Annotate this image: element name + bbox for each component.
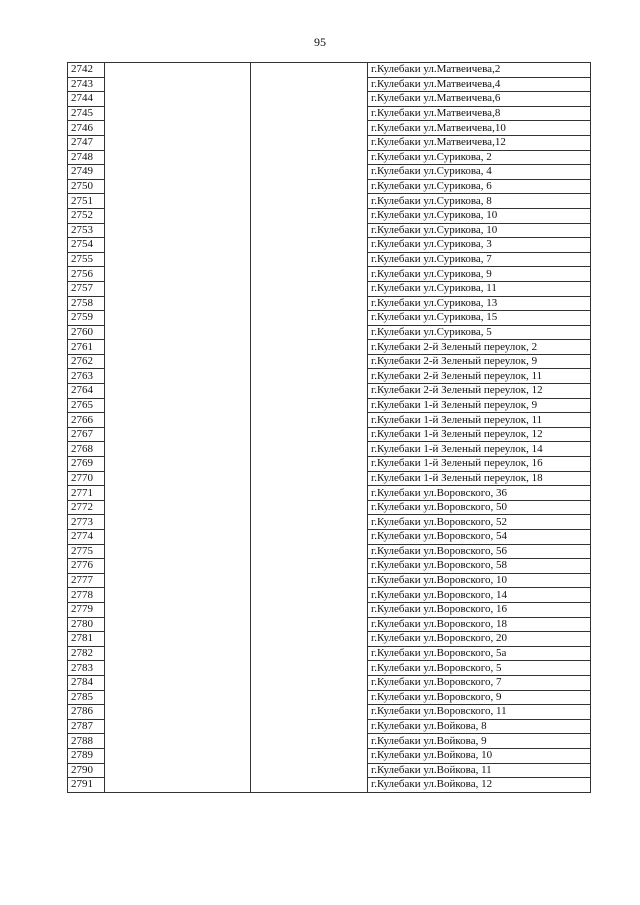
row-number: 2744 [68,92,105,107]
row-address: г.Кулебаки ул.Войкова, 12 [368,778,591,793]
row-number: 2760 [68,325,105,340]
row-number: 2786 [68,705,105,720]
row-address: г.Кулебаки ул.Сурикова, 10 [368,223,591,238]
row-address: г.Кулебаки 2-й Зеленый переулок, 2 [368,340,591,355]
row-number: 2770 [68,471,105,486]
row-address: г.Кулебаки ул.Воровского, 52 [368,515,591,530]
row-address: г.Кулебаки 1-й Зеленый переулок, 16 [368,457,591,472]
row-number: 2773 [68,515,105,530]
row-number: 2789 [68,748,105,763]
row-number: 2742 [68,63,105,78]
row-address: г.Кулебаки ул.Воровского, 5а [368,646,591,661]
row-address: г.Кулебаки ул.Войкова, 9 [368,734,591,749]
row-address: г.Кулебаки ул.Воровского, 54 [368,530,591,545]
row-number: 2774 [68,530,105,545]
row-address: г.Кулебаки ул.Сурикова, 11 [368,281,591,296]
row-address: г.Кулебаки ул.Матвеичева,2 [368,63,591,78]
row-address: г.Кулебаки ул.Воровского, 58 [368,559,591,574]
row-number: 2772 [68,500,105,515]
row-address: г.Кулебаки ул.Воровского, 36 [368,486,591,501]
row-number: 2747 [68,135,105,150]
row-number: 2785 [68,690,105,705]
row-number: 2783 [68,661,105,676]
address-table-body [68,63,591,793]
row-address: г.Кулебаки ул.Воровского, 5 [368,661,591,676]
row-number: 2751 [68,194,105,209]
row-number: 2778 [68,588,105,603]
row-address: г.Кулебаки ул.Воровского, 56 [368,544,591,559]
row-address: г.Кулебаки ул.Сурикова, 15 [368,311,591,326]
row-number: 2768 [68,442,105,457]
row-address: г.Кулебаки ул.Воровского, 50 [368,500,591,515]
row-number: 2782 [68,646,105,661]
row-address: г.Кулебаки 1-й Зеленый переулок, 9 [368,398,591,413]
row-address: г.Кулебаки 1-й Зеленый переулок, 14 [368,442,591,457]
row-number: 2755 [68,252,105,267]
row-number: 2753 [68,223,105,238]
row-address: г.Кулебаки ул.Воровского, 14 [368,588,591,603]
row-number: 2750 [68,179,105,194]
row-address: г.Кулебаки 1-й Зеленый переулок, 11 [368,413,591,428]
row-number: 2743 [68,77,105,92]
row-number: 2761 [68,340,105,355]
row-address: г.Кулебаки ул.Воровского, 16 [368,602,591,617]
row-number: 2767 [68,427,105,442]
row-address: г.Кулебаки 2-й Зеленый переулок, 9 [368,354,591,369]
row-address: г.Кулебаки ул.Воровского, 11 [368,705,591,720]
row-address: г.Кулебаки ул.Сурикова, 8 [368,194,591,209]
row-number: 2759 [68,311,105,326]
row-address: г.Кулебаки ул.Воровского, 7 [368,675,591,690]
row-number: 2763 [68,369,105,384]
row-address: г.Кулебаки 1-й Зеленый переулок, 12 [368,427,591,442]
row-address: г.Кулебаки ул.Матвеичева,4 [368,77,591,92]
row-number: 2771 [68,486,105,501]
row-number: 2745 [68,106,105,121]
row-address: г.Кулебаки ул.Сурикова, 5 [368,325,591,340]
row-number: 2758 [68,296,105,311]
row-number: 2764 [68,384,105,399]
row-number: 2775 [68,544,105,559]
row-number: 2776 [68,559,105,574]
row-address: г.Кулебаки ул.Воровского, 18 [368,617,591,632]
address-table [67,62,591,793]
row-number: 2769 [68,457,105,472]
empty-merged-column-2 [251,63,368,793]
row-number: 2766 [68,413,105,428]
row-number: 2762 [68,354,105,369]
row-number: 2788 [68,734,105,749]
row-number: 2791 [68,778,105,793]
row-number: 2748 [68,150,105,165]
row-address: г.Кулебаки ул.Войкова, 11 [368,763,591,778]
row-address: г.Кулебаки ул.Воровского, 9 [368,690,591,705]
row-number: 2777 [68,573,105,588]
row-address: г.Кулебаки ул.Сурикова, 7 [368,252,591,267]
row-number: 2749 [68,165,105,180]
row-number: 2765 [68,398,105,413]
page-number: 95 [314,35,326,49]
row-address: г.Кулебаки ул.Матвеичева,12 [368,135,591,150]
row-number: 2781 [68,632,105,647]
row-number: 2790 [68,763,105,778]
row-address: г.Кулебаки ул.Матвеичева,6 [368,92,591,107]
row-number: 2746 [68,121,105,136]
row-address: г.Кулебаки ул.Матвеичева,10 [368,121,591,136]
row-address: г.Кулебаки ул.Сурикова, 13 [368,296,591,311]
row-address: г.Кулебаки ул.Сурикова, 2 [368,150,591,165]
row-address: г.Кулебаки ул.Сурикова, 10 [368,208,591,223]
row-address: г.Кулебаки ул.Матвеичева,8 [368,106,591,121]
row-address: г.Кулебаки ул.Сурикова, 4 [368,165,591,180]
row-number: 2752 [68,208,105,223]
row-address: г.Кулебаки 2-й Зеленый переулок, 12 [368,384,591,399]
row-address: г.Кулебаки 1-й Зеленый переулок, 18 [368,471,591,486]
row-number: 2779 [68,602,105,617]
row-number: 2787 [68,719,105,734]
row-address: г.Кулебаки ул.Войкова, 10 [368,748,591,763]
row-address: г.Кулебаки ул.Воровского, 10 [368,573,591,588]
row-address: г.Кулебаки ул.Сурикова, 9 [368,267,591,282]
row-address: г.Кулебаки ул.Сурикова, 3 [368,238,591,253]
empty-merged-column-1 [105,63,251,793]
table-row [68,63,591,78]
row-number: 2756 [68,267,105,282]
row-number: 2757 [68,281,105,296]
row-address: г.Кулебаки 2-й Зеленый переулок, 11 [368,369,591,384]
row-number: 2780 [68,617,105,632]
row-number: 2754 [68,238,105,253]
row-address: г.Кулебаки ул.Воровского, 20 [368,632,591,647]
row-address: г.Кулебаки ул.Сурикова, 6 [368,179,591,194]
row-address: г.Кулебаки ул.Войкова, 8 [368,719,591,734]
row-number: 2784 [68,675,105,690]
